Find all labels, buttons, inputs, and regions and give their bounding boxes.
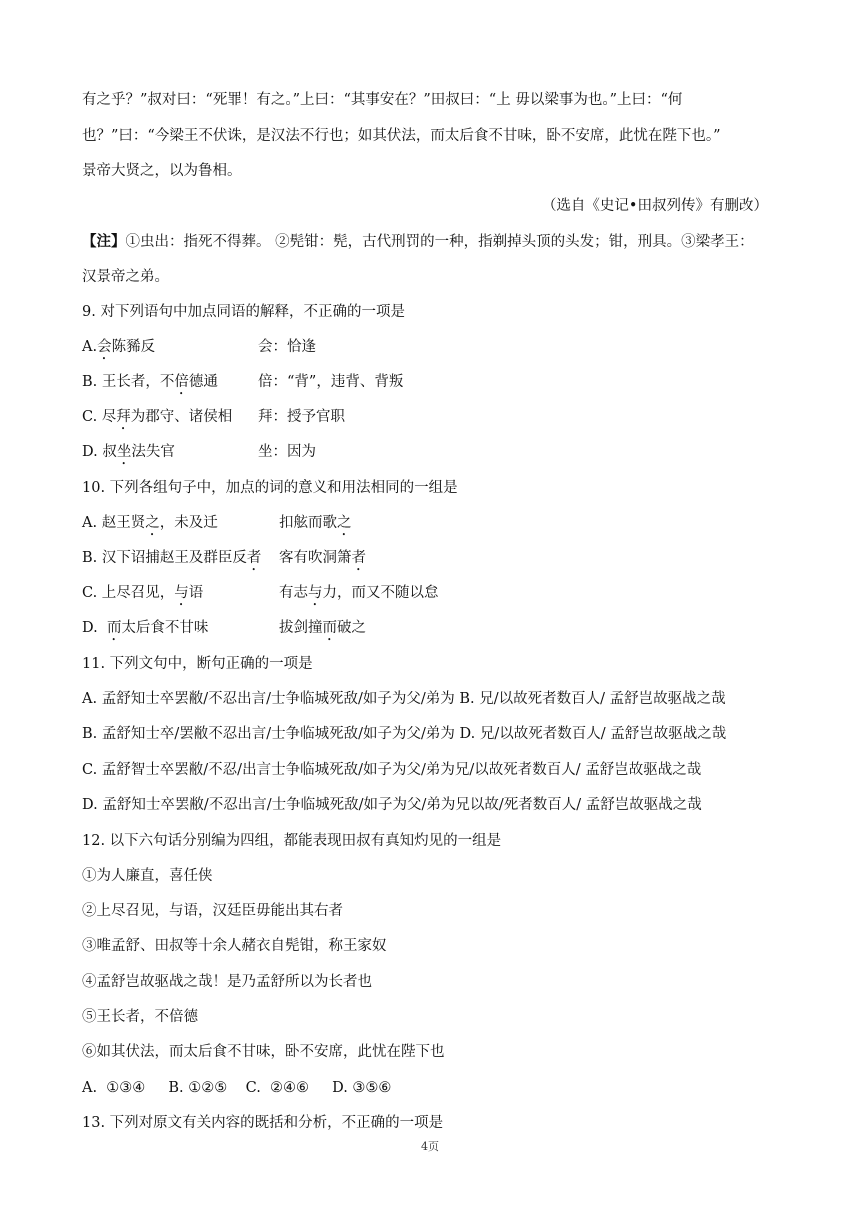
q13-stem: 13. 下列对原文有关内容的既括和分析，不正确的一项是 (82, 1115, 444, 1131)
q12-item-2: ②上尽召见，与语，汉廷臣毋能出其右者 (82, 903, 343, 919)
q12-stem: 12. 以下六句话分别编为四组，都能表现田叔有真知灼见的一组是 (82, 833, 502, 849)
q9-stem: 9. 对下列语句中加点同语的解释，不正确的一项是 (82, 304, 405, 320)
q11-option-a: A. 孟舒知士卒罢敝/不忍出言/士争临城死敌/如子为父/弟为 B. 兄/以故死者数百人/ 孟舒岂故驱战之哉 (82, 691, 726, 707)
q10-option-a: A. 赵王贤之，未及迁 扣舷而歌之 (82, 515, 352, 531)
q12-item-6: ⑥如其伏法，而太后食不甘味，卧不安席，此忧在陛下也 (82, 1044, 445, 1060)
q9-option-a: A.会陈豨反 会：恰逢 (82, 339, 316, 355)
q10-option-d: D. 而太后食不甘味 拔剑撞而破之 (82, 620, 366, 636)
q10-stem: 10. 下列各组句子中，加点的词的意义和用法相同的一组是 (82, 480, 458, 496)
passage-source: （选自《史记•田叔列传》有删改） (541, 198, 768, 214)
q11-option-c: C. 孟舒智士卒罢敝/不忍/出言士争临城死敌/如子为父/弟为兄/以故死者数百人/ 孟舒岂故驱战之哉 (82, 762, 702, 778)
passage-line-1: 有之乎？”叔对曰：“死罪！有之。”上曰：“其事安在？”田叔曰：“上 毋以梁事为也。”上曰：“何 (82, 92, 683, 108)
q12-choices: A. ①③④ B. ①②⑤ C. ②④⑥ D. ③⑤⑥ (82, 1080, 392, 1096)
note-line-1: 【注】①虫出：指死不得葬。 ②髡钳：髡，古代刑罚的一种，指剃掉头顶的头发；钳，刑具。③梁孝王： (82, 233, 754, 250)
note-tag: 【注】 (82, 233, 126, 250)
q12-item-3: ③唯孟舒、田叔等十余人赭衣自髡钳，称王家奴 (82, 938, 387, 954)
q9-option-b: B. 王长者，不倍德通 倍：“背”，违背、背叛 (82, 374, 404, 390)
q12-item-1: ①为人廉直，喜任侠 (82, 868, 213, 884)
q10-option-c: C. 上尽召见，与语 有志与力，而又不随以怠 (82, 585, 439, 601)
note-line-2: 汉景帝之弟。 (82, 269, 169, 285)
q9-option-d: D. 叔坐法失官 坐：因为 (82, 444, 316, 460)
q12-item-4: ④孟舒岂故驱战之哉！是乃孟舒所以为长者也 (82, 974, 372, 990)
q11-option-d: D. 孟舒知士卒罢敝/不忍出言/士争临城死敌/如子为父/弟为兄以故/死者数百人/ 孟舒岂故驱战之哉 (82, 797, 702, 813)
q11-option-b: B. 孟舒知士卒/罢敝不忍出言/士争临城死敌/如子为父/弟为 D. 兄/以故死者数百人/ 孟舒岂故驱战之哉 (82, 726, 727, 742)
passage-line-3: 景帝大贤之，以为鲁相。 (82, 163, 242, 179)
q10-option-b: B. 汉下诏捕赵王及群臣反者 客有吹洞箫者 (82, 550, 366, 566)
page-number: 4页 (421, 1140, 439, 1153)
q11-stem: 11. 下列文句中，断句正确的一项是 (82, 656, 313, 672)
q12-item-5: ⑤王长者，不倍德 (82, 1009, 198, 1025)
passage-line-2: 也？”曰：“今梁王不伏诛，是汉法不行也；如其伏法，而太后食不甘味，卧不安席，此忧在陛下也。” (82, 128, 721, 144)
q9-option-c: C. 尽拜为郡守、诸侯相 拜：授予官职 (82, 409, 345, 425)
